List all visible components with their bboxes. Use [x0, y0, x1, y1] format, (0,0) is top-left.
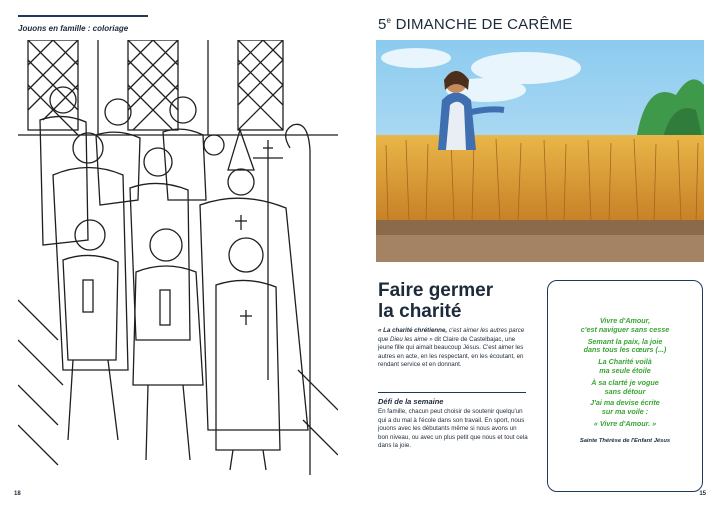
figure-head	[204, 135, 224, 155]
page-number: 18	[14, 491, 21, 497]
challenge-text: En famille, chacun peut choisir de soutenir quelqu'un qui a du mal à l'école dans son travail. En sport, nous jouons avec les débutants même si nous avons un bon niveau, ou avec un plus petit que nous et tout cela dans la joie.	[378, 408, 528, 450]
right-page	[360, 0, 720, 511]
heading-line: la charité	[378, 301, 462, 322]
figure-head	[144, 148, 172, 176]
prayer-line: Vivre d'Amour,	[599, 316, 651, 325]
figure-head	[75, 220, 105, 250]
prayer-line: La Charité voilà	[598, 357, 652, 367]
challenge-rule	[378, 392, 526, 393]
crozier	[286, 124, 310, 475]
intro-body: dit Claire de Castelbajac, une jeune fille qui aimait beaucoup Jésus. C'est aimer les autres en acte, en les respectant, en les écoutant, en rendant service et en donnant.	[378, 335, 524, 369]
prayer-poem	[548, 317, 702, 444]
page-number: 15	[699, 491, 706, 497]
prayer-line: sans détour	[604, 386, 646, 396]
figure-head	[105, 99, 131, 125]
mitre	[228, 130, 254, 170]
figure-head	[150, 229, 182, 261]
heading-line: Faire germer	[378, 280, 494, 301]
prayer-line: « Vivre d'Amour. »	[593, 418, 657, 428]
challenge-title: Défi de la semaine	[378, 397, 444, 406]
coloring-illustration	[18, 40, 338, 480]
title-number: 5	[378, 16, 387, 33]
prayer-box	[547, 280, 703, 492]
page-title	[378, 16, 573, 33]
intro-paragraph	[378, 327, 526, 370]
prayer-signature: Sainte Thérèse de l'Enfant Jésus	[579, 437, 671, 444]
prayer-line: J'ai ma devise écrite	[590, 398, 660, 408]
intro-quote-rest: c'est aimer les autres parce que Dieu les aime »	[378, 327, 525, 343]
figure-head	[228, 169, 254, 195]
wheat-field-illustration	[376, 40, 704, 262]
figure-head	[229, 238, 263, 272]
prayer-line: sur ma voile :	[601, 407, 649, 417]
title-text: DIMANCHE DE CARÊME	[395, 16, 573, 33]
prayer-line: ma seule étoile	[599, 365, 651, 375]
figure-head	[170, 97, 196, 123]
section-header: Jouons en famille : coloriage	[18, 24, 129, 33]
prayer-line: dans tous les cœurs (...)	[583, 345, 667, 355]
figure-head	[73, 133, 103, 163]
cloud	[381, 48, 451, 68]
title-superscript: e	[386, 16, 392, 25]
prayer-line: c'est naviguer sans cesse	[580, 324, 670, 334]
intro-quote-start: « La charité chrétienne,	[378, 327, 448, 334]
section-heading	[378, 280, 548, 322]
prayer-line: À sa clarté je vogue	[591, 377, 659, 387]
header-rule	[18, 15, 148, 17]
prayer-line: Semant la paix, la joie	[587, 336, 663, 346]
